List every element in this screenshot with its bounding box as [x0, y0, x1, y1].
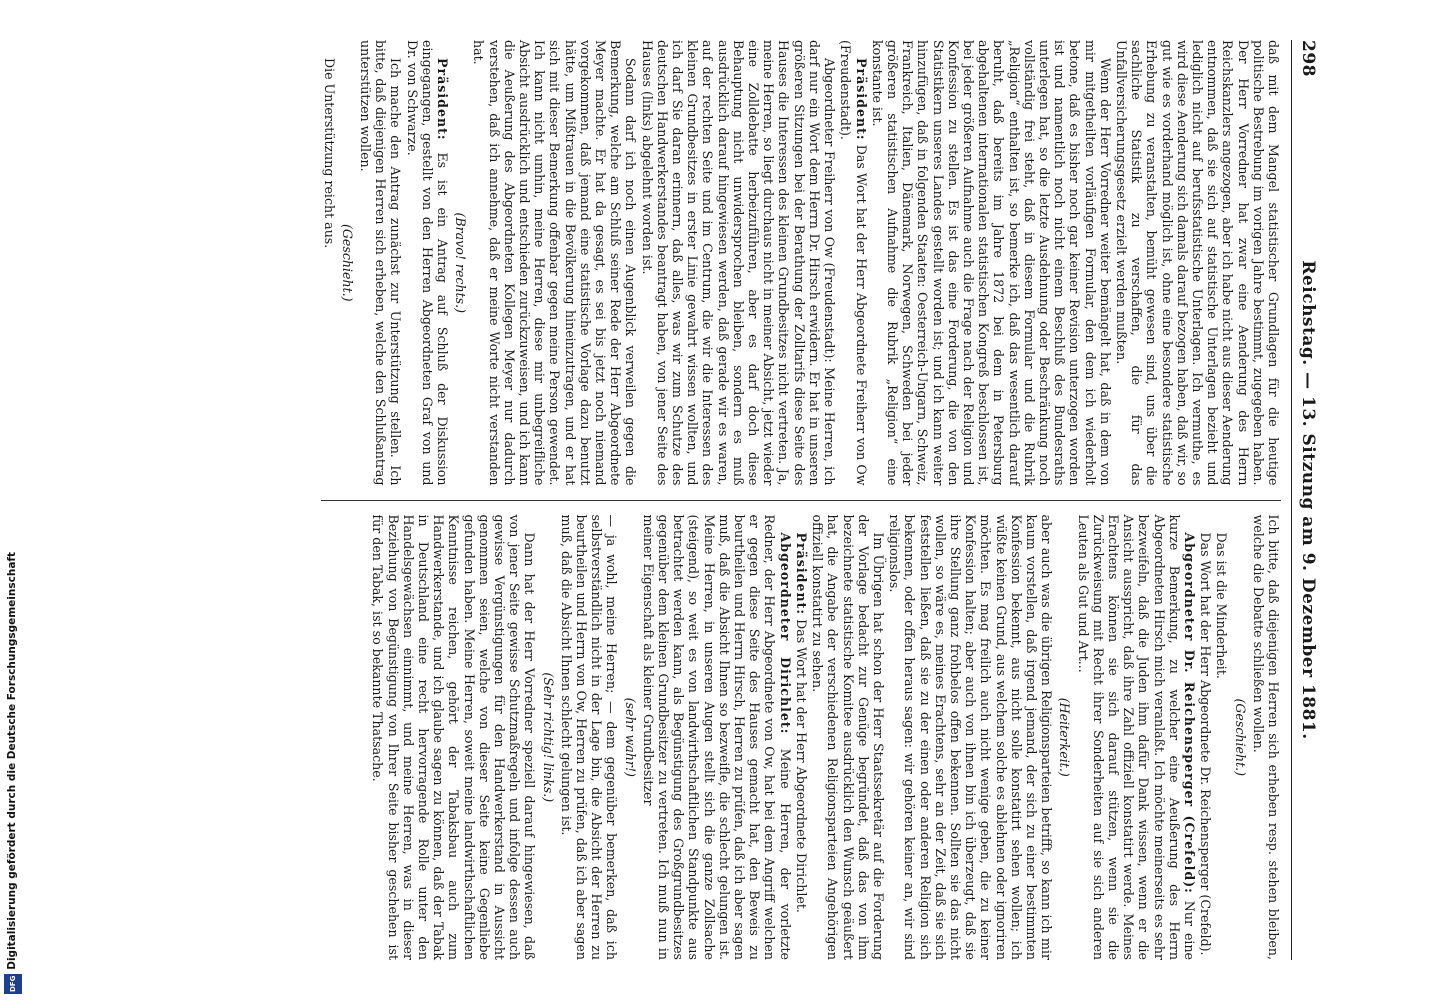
paragraph: Dann hat der Herr Vorredner speziell darauf hingewiesen, daß von jener Seite gewisse Schutzmaßregeln und infolge dessen auch gewisse Vergünstigungen für den Handwerkerstand in Aussicht genommen seien, welche von dieser Seite keine Gegenliebe gefunden haben. Meine Herren, soweit meine landwirthschaftlichen Kenntnisse reichen, gehört der Tabaksbau auch zum Handwerkerstande, und ich glaube sagen zu können, daß der Tabak in Deutschland eine recht hervorragende Rolle unter den Handelsgewächsen einnimmt, und meine Herren, was in dieser Beziehung von Begünstigung von Ihrer Seite bisher geschehen ist für den Tabak, ist so bekannte Thatsache.	[370, 514, 538, 960]
speaker-name: Präsident:	[853, 58, 869, 141]
paragraph: Im Übrigen hat schon der Herr Staatssekretär auf die Forderung der Vorlage bedacht zur Genüge begründet, daß das von ihm bezeichnete statistische Komitee ausdrücklich den Wunsch geäußert hat, die Angabe der verschiedenen Religionsparteien Angehörigen offiziell konstatirt zu sehen.	[810, 514, 886, 960]
speech: Abgeordneter Dirichlet: Meine Herren, der vorletzte Redner, der Herr Abgeordnete von Ow, hat bei dem Angriff welchen er gegen diese Seite des Hauses gemacht hat, den Beweis zu beurtheilen und Herrn Hirsch, Herren zu prüfen, daß ich aber sagen muß, daß die Absicht Ihnen so bezweifle, die schlecht gelungen ist. Meine Herren, in unseren Augen stellt sich die ganze Zollsache (steigend), so weit es von landwirthschaftlichen Standpunkte aus betrachtet werden kann, als Begünstigung des Großgrundbesitzes gegenüber dem kleinen Grundbesitzer zu vertreten. Ich muß nun in meiner Eigenschaft als kleiner Grundbesitzer	[640, 514, 793, 960]
left-column	[321, 40, 1281, 500]
paragraph: Ich bitte, daß diejenigen Herren sich erheben resp. stehen bleiben, welche die Debatte schließen wollen.	[1250, 514, 1281, 960]
stage-direction: (Geschieht.)	[339, 223, 355, 302]
paragraph: Sodann darf ich noch einen Augenblick verweilen gegen die Bemerkung, welche am Schluß seiner Rede der Herr Abgeordnete Meyer machte. Er hat da gesagt, es sei bis jetzt noch niemand vorgekommen, daß jemand eine statistische Vorlage dazu benutzt hätte, um Mißtrauen in die Bevölkerung hineinzutragen, und er hat sich mit dieser Bemerkung offenbar gegen meine Person gewendet. Ich kann nicht umhin, meine Herren, diese mir unbegreifliche Absicht ausdrücklich und entschieden zurückzuweisen, und ich kann die Aeußerung des Abgeordneten Kollegen Meyer nur dadurch verstehen, daß ich annehme, daß er meine Worte nicht verstanden hat.	[471, 40, 639, 486]
paragraph: aber auch was die übrigen Religionsparteien betrifft, so kann ich mir kaum vorstellen, daß irgend jemand, der sich zu einer bestimmten Konfession bekennt, aus nicht solle konstatirt sehen wollen; ich wüßte keinen Grund, aus welchem solche es ablehnen oder ignoriren möchten. Es mag freilich auch nicht wenige geben, die zu keiner Konfession halten; aber auch von ihnen bin ich überzeugt, daß sie ihre Stellung ganz frohbelos offen bekennen. Sollten sie das nicht wollen, so wäre es, meines Erachtens, sehr an der Zeit, daß sie sich feststellen ließen, daß sie zu der einen oder anderen Religion sich bekennen, oder offen heraus sagen: wir gehören keiner an, wir sind religionslos.	[887, 514, 1055, 960]
speaker-name: Abgeordneter Dirichlet:	[777, 532, 793, 735]
stage-direction: (Geschieht.)	[1232, 698, 1248, 777]
speech: Abgeordneter Dr. Reichensperger (Crefeld): Nur eine kurze Bemerkung, zu welcher eine Aeußerung des Herrn Abgeordneten Hirsch mich veranlaßt. Ich möchte meinerseits es sehr bezweifeln, daß die Juden ihm dafür Dank wissen, wenn er die Ansicht ausspricht, daß ihre Zahl offiziell konstatirt werde. Meines Erachtens können sie sich darauf stützen, wenn sie die Zurückweisung mit Recht ihrer Sonderheiten auf sie sich anderen Leuten als Gut und Art...	[1075, 514, 1197, 961]
paragraph: Abgeordneter Freiherr von Ow (Freudenstadt): Meine Herren, ich darf nur ein Wort dem Herrn Dr. Hirsch erwidern. Er hat in unseren größeren Sitzungen bei der Berathung der Zolltarifs diese Seite des Hauses die Interessen des kleinen Grundbesitzes nicht vertreten. Ja, meine Herren, so liegt durchaus nicht in meiner Absicht, jetzt wieder eine Zolldebatte herbeizuführen, aber es darf doch diese Behauptung nicht unwidersprochen bleiben, sondern es muß ausdrücklich darauf hingewiesen werden, daß gerade wir es waren, auf der rechten Seite und im Centrum, die wir die Interessen des kleinen Grundbesitzes in erster Linie gewahrt wissen wollten, und ich darf Sie daran erinnern, daß alles, was wir zum Schutze des deutschen Handwerkerstandes beantragt haben, von jener Seite des Hauses (links) abgelehnt worden ist.	[639, 40, 838, 486]
paragraph: daß mit dem Mangel statistischer Grundlagen für die heutige politische Bestrebung im vorigen Jahre bestimmt, zugegeben haben. Der Herr Vorredner hat zwar eine Aenderung des Herrn Reichskanzlers angezogen, aber ich habe nicht aus dieser Aenderung entnommen, daß sie sich auf statistische Unterlagen bezieht und lediglich nicht auf berufsstatistische Unterlagen. Ich vermuthe, es wird diese Aenderung sich damals darauf bezogen haben, daß wir, so gut wie es vorderhand möglich ist, ohne eine besondere statistische Erhebung zu veranstalten, bemüht gewesen sind, uns über die sachliche Statistik zu verschaffen, die für das Unfallversicherungsgesetz erzielt werden mußten.	[1113, 40, 1281, 486]
right-column	[321, 500, 1281, 961]
digitization-footer	[0, 0, 44, 1000]
applause-note: (Heiterkeit.)	[1057, 697, 1073, 777]
applause-note: (sehr wahr!)	[622, 697, 638, 777]
running-head	[1291, 40, 1318, 960]
president-remark: Präsident: Das Wort hat der Herr Abgeordnete Freiherr von Ow (Freudenstadt).	[838, 40, 869, 486]
president-remark: Präsident: Das Wort hat der Herr Abgeordnete Dirichlet.	[793, 532, 809, 913]
paragraph: Ich mache den Antrag zunächst zur Unterstützung stellen. Ich bitte, daß diejenigen Herren sich erheben, welche den Schlußantrag unterstützen wollen.	[358, 40, 404, 486]
applause-note: (Sehr richtig! links.)	[540, 672, 556, 803]
speaker-name: Abgeordneter Dr. Reichensperger (Crefeld):	[1181, 532, 1197, 894]
applause-note: (Bravo! rechts.)	[453, 212, 469, 314]
paragraph: Das Wort hat der Herr Abgeordnete Dr. Reichensperger (Crefeld).	[1198, 532, 1214, 956]
page-title: Reichstag. — 13. Sitzung am 9. Dezember 1881.	[1298, 260, 1318, 740]
president-remark: Präsident: Es ist ein Antrag auf Schluß der Diskussion eingegangen, gestellt von den Herren Abgeordneten Graf von und Dr. von Schwarze.	[404, 40, 451, 486]
page-number: 298	[1298, 40, 1318, 77]
paragraph: Das ist die Minderheit.	[1214, 532, 1230, 679]
text-columns	[321, 40, 1281, 960]
speaker-name: Präsident:	[435, 58, 451, 141]
digitization-note: Digitalisierung gefördert durch die Deutsche Forschungsgemeinschaft	[6, 552, 18, 970]
paragraph: Wenn der Herr Vorredner weiter bemängelt hat, daß in dem von mir mitgetheilten vorläufigen Formular, den dem ich wiederholt betone, daß es bisher noch gar keiner Revision unterzogen worden ist und namentlich noch nicht einem Beschluß des Bundesraths unterlegen hat, so die letzte Ausdehnung oder Beschränkung noch vollständig frei steht, daß in diesem Formular und die Rubrik „Religion“ enthalten ist, so bemerke ich, daß das wesentlich darauf beruht, daß bereits im Jahre 1872 bei dem in Petersburg abgehaltenen internationalen statistischen Kongreß beschlossen ist, bei jeder größeren Aufnahme auch die Frage nach der Religion und Konfession zu stellen. Es ist das eine Forderung, die von den Statistikern unseres Landes gestellt worden ist; und ich kann weiter hinzufügen, daß in folgenden Staaten: Oesterreich-Ungarn, Schweiz, Frankreich, Italien, Dänemark, Norwegen, Schweden bei jeder größeren statistischen Aufnahme die Rubrik „Religion“ eine konstante ist.	[869, 40, 1113, 486]
dfg-logo-icon: DFG	[4, 974, 22, 994]
paragraph: — ja wohl, meine Herren; — dem gegenüber bemerken, daß ich selbstverständlich nicht in der Lage bin, die Absicht der Herren zu beurtheilen und Herrn von Ow, Herren zu prüfen, daß ich aber sagen muß, daß die Absicht Ihnen schlecht gelungen ist.	[558, 514, 620, 960]
speaker-name: Präsident:	[793, 532, 809, 616]
closing-line: Die Unterstützung reicht aus.	[321, 58, 337, 249]
